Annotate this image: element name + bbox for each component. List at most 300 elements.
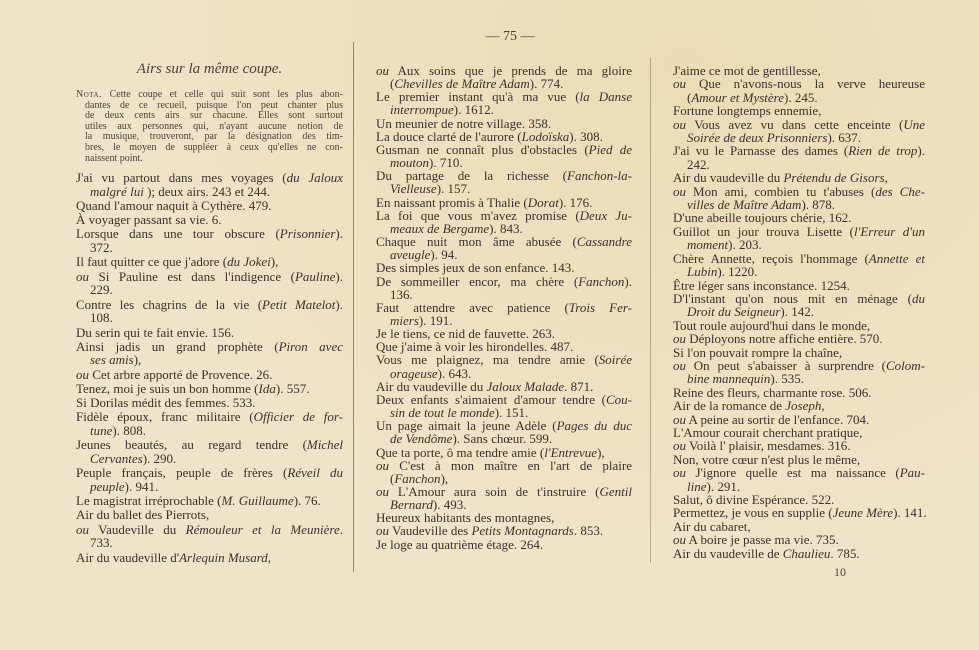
entry-line bbox=[673, 372, 925, 385]
entry-text: A boire je passe ma vie. 735. bbox=[686, 532, 839, 548]
nota-text: naissent point. bbox=[85, 152, 143, 164]
entry-line bbox=[76, 523, 343, 537]
italic-title: Jaloux Malade bbox=[486, 378, 565, 394]
entry-line bbox=[76, 227, 343, 241]
entry-text: Déployons notre affiche entière. 570. bbox=[686, 331, 883, 347]
song-entry bbox=[376, 90, 632, 116]
entry-text: Que ta porte, ô ma tendre amie ( bbox=[376, 444, 545, 460]
entry-text: Permettez, je vous en supplie ( bbox=[673, 505, 833, 521]
entry-line bbox=[673, 547, 925, 560]
song-entry bbox=[376, 485, 632, 511]
song-entry bbox=[376, 209, 632, 235]
nota-text: Cette coupe et celle qui suit sont les plus abon- bbox=[102, 89, 343, 100]
entry-text: Être léger sans inconstance. 1254. bbox=[673, 277, 850, 293]
italic-title: ses amis bbox=[90, 352, 134, 368]
entry-text: 372. bbox=[90, 240, 113, 256]
entry-text: D'l'instant qu'on nous mit en ménage ( bbox=[673, 290, 912, 306]
italic-title: aveugle bbox=[390, 247, 431, 263]
entry-line bbox=[673, 533, 925, 546]
entry-text: D'une abeille toujours chérie, 162. bbox=[673, 210, 852, 226]
entry-text: Fidèle époux, franc militaire ( bbox=[76, 409, 254, 425]
entry-line bbox=[673, 426, 925, 439]
italic-title: ou bbox=[76, 366, 89, 382]
italic-title: ou bbox=[673, 76, 686, 92]
song-entry bbox=[376, 538, 632, 551]
italic-title: Prétendu de Gisors bbox=[783, 170, 885, 186]
song-entry bbox=[76, 171, 343, 199]
entry-line bbox=[76, 368, 343, 382]
song-entry bbox=[76, 551, 343, 565]
song-entry bbox=[376, 275, 632, 301]
italic-title: tune bbox=[90, 423, 113, 439]
entry-text: ). 1220. bbox=[717, 264, 758, 280]
italic-title: Droit du Seigneur bbox=[687, 304, 781, 320]
italic-title: du bbox=[912, 290, 925, 306]
song-entry bbox=[673, 413, 925, 426]
italic-title: Pages du duc bbox=[556, 418, 632, 434]
italic-title: ou bbox=[376, 457, 389, 473]
entry-line bbox=[673, 171, 925, 184]
italic-title: Prisonnier bbox=[279, 226, 336, 242]
entry-line bbox=[76, 213, 343, 227]
entry-line bbox=[673, 359, 925, 372]
italic-title: Rien de trop bbox=[848, 143, 918, 159]
entry-text: Ainsi jadis un grand prophète ( bbox=[76, 338, 279, 354]
italic-title: de Vendôme bbox=[390, 431, 453, 447]
italic-title: Arlequin Musard bbox=[179, 549, 268, 565]
entry-text: L'Amour courait cherchant pratique, bbox=[673, 424, 863, 440]
song-entry bbox=[673, 533, 925, 546]
italic-title: Pauline bbox=[294, 268, 336, 284]
entry-text: De sommeiller encor, ma chère ( bbox=[376, 273, 579, 289]
entry-text: Tenez, moi je suis un bon homme ( bbox=[76, 380, 259, 396]
entry-text: Quand l'amour naquit à Cythère. 479. bbox=[76, 197, 272, 213]
entry-line bbox=[76, 298, 343, 312]
italic-title: ou bbox=[376, 523, 389, 539]
entry-line bbox=[673, 319, 925, 332]
entry-text: En naissant promis à Thalie ( bbox=[376, 194, 528, 210]
column-2 bbox=[376, 64, 632, 551]
song-entry bbox=[673, 332, 925, 345]
entry-text: ). Sans chœur. 599. bbox=[452, 431, 553, 447]
entry-text: Du serin qui te fait envie. 156. bbox=[76, 324, 235, 340]
italic-title: Chaulieu bbox=[782, 545, 831, 561]
entry-text: . 853. bbox=[573, 523, 604, 539]
entry-text: Vaudeville des bbox=[389, 523, 472, 539]
song-entry bbox=[76, 326, 343, 340]
entry-text: Un page aimait la jeune Adèle ( bbox=[376, 418, 557, 434]
italic-title: moment bbox=[687, 237, 729, 253]
italic-title: Officier de for- bbox=[253, 409, 343, 425]
entry-text: ). bbox=[624, 273, 632, 289]
entry-text: Vaudeville du bbox=[89, 521, 186, 537]
italic-title: Joseph bbox=[785, 398, 822, 414]
song-entry bbox=[673, 493, 925, 506]
nota-text: dantes de ce recueil, puisque l'on peut chanter plus bbox=[85, 99, 343, 111]
entry-text: ). 308. bbox=[569, 128, 603, 144]
song-entry bbox=[673, 252, 925, 279]
entry-text: L'Amour aura soin de t'instruire ( bbox=[389, 484, 600, 499]
entry-text: Que j'aime à voir les hirondelles. 487. bbox=[376, 339, 574, 355]
entry-text: ). 643. bbox=[437, 365, 472, 381]
italic-title: orageuse bbox=[390, 365, 438, 381]
entry-text: Jeunes beautés, au regard tendre ( bbox=[76, 437, 307, 453]
entry-line bbox=[673, 493, 925, 506]
entry-line bbox=[673, 91, 925, 104]
nota-line bbox=[76, 154, 343, 165]
italic-title: ou bbox=[673, 116, 686, 132]
entry-text: Du partage de la richesse ( bbox=[376, 168, 568, 184]
section-title: Airs sur la même coupe. bbox=[136, 61, 283, 77]
italic-title: Bernard bbox=[390, 497, 433, 513]
entry-text: ). 176. bbox=[558, 194, 593, 210]
song-entry bbox=[376, 169, 632, 195]
entry-line bbox=[76, 410, 343, 424]
entry-text: Air du ballet des Pierrots, bbox=[76, 507, 210, 523]
entry-line bbox=[673, 480, 925, 493]
entry-text: Il faut quitter ce que j'adore ( bbox=[76, 254, 228, 270]
entry-line bbox=[76, 494, 343, 508]
entry-text: ). 557. bbox=[275, 380, 310, 396]
entry-line bbox=[673, 211, 925, 224]
song-entry bbox=[376, 419, 632, 445]
entry-line bbox=[673, 332, 925, 345]
italic-title: ou bbox=[673, 465, 686, 481]
entry-text: Air du vaudeville du bbox=[376, 378, 487, 394]
entry-text: J'ignore quelle est ma naissance ( bbox=[686, 465, 900, 481]
entry-text: 242. bbox=[687, 156, 710, 172]
song-entry bbox=[76, 508, 343, 522]
entry-line bbox=[673, 305, 925, 318]
entry-text: ( bbox=[390, 470, 395, 486]
signature-mark: 10 bbox=[834, 565, 846, 579]
entry-text: ). 76. bbox=[293, 493, 321, 509]
italic-title: Michel bbox=[306, 437, 343, 453]
italic-title: Petits Montagnards bbox=[471, 523, 574, 539]
entry-line bbox=[76, 551, 343, 565]
entry-line bbox=[76, 340, 343, 354]
entry-text: ). bbox=[335, 296, 343, 312]
italic-title: villes de Maître Adam bbox=[687, 197, 802, 213]
nota-text: bres, le moyen de suppléer à ceux qu'elles ne con- bbox=[85, 141, 343, 153]
entry-text: Le premier instant qu'à ma vue ( bbox=[376, 89, 580, 105]
entry-line bbox=[673, 198, 925, 211]
italic-title: ou bbox=[673, 331, 686, 347]
italic-title: l'Entrevue bbox=[544, 444, 598, 460]
entry-text: Aux soins que je prends de ma gloire bbox=[389, 63, 632, 78]
entry-text: J'ai vu partout dans mes voyages ( bbox=[76, 170, 287, 185]
entry-text: Cet arbre apporté de Provence. 26. bbox=[89, 366, 273, 382]
italic-title: du Jokei bbox=[227, 254, 271, 270]
song-entry bbox=[673, 506, 925, 519]
entry-text: Vous avez vu dans cette enceinte ( bbox=[686, 116, 904, 132]
song-entry bbox=[76, 270, 343, 298]
entry-text: Fortune longtemps ennemie, bbox=[673, 103, 822, 119]
entry-text: Faut attendre avec patience ( bbox=[376, 299, 569, 315]
entry-text: ). 1612. bbox=[453, 102, 494, 118]
song-entry bbox=[673, 346, 925, 359]
entry-text: Air du vaudeville d' bbox=[76, 549, 180, 565]
italic-title: Fanchon bbox=[578, 273, 625, 289]
italic-title: Amour et Mystère bbox=[691, 89, 785, 105]
entry-line bbox=[76, 199, 343, 213]
entry-line bbox=[76, 536, 343, 550]
entry-text: 733. bbox=[90, 535, 113, 551]
entry-line bbox=[673, 413, 925, 426]
entry-text: ), bbox=[133, 352, 142, 368]
entry-line bbox=[673, 252, 925, 265]
entry-text: ), bbox=[270, 254, 279, 270]
entry-text: Salut, ô divine Espérance. 522. bbox=[673, 492, 835, 507]
song-entry bbox=[76, 382, 343, 396]
entry-line bbox=[673, 144, 925, 157]
entry-text: ). 808. bbox=[112, 423, 146, 439]
song-entry bbox=[673, 211, 925, 224]
entry-text: ). 637. bbox=[827, 130, 862, 146]
song-entry bbox=[673, 292, 925, 319]
song-entry bbox=[376, 459, 632, 485]
song-entry bbox=[673, 64, 925, 77]
song-entry bbox=[376, 64, 632, 90]
entry-text: ). 941. bbox=[124, 479, 159, 494]
entry-text: La douce clarté de l'aurore ( bbox=[376, 128, 522, 144]
italic-title: du Jaloux bbox=[286, 170, 343, 185]
song-entry bbox=[673, 225, 925, 252]
entry-line bbox=[76, 185, 343, 199]
nota-text: de deux cents airs sur chacune. Elles sont surtout bbox=[85, 110, 343, 122]
entry-line bbox=[76, 438, 343, 452]
entry-text: ); deux airs. 243 et 244. bbox=[143, 183, 271, 199]
entry-line bbox=[376, 275, 632, 288]
italic-title: Piron avec bbox=[278, 338, 343, 354]
entry-line bbox=[673, 225, 925, 238]
italic-title: Chevilles de Maître Adam bbox=[394, 76, 530, 92]
entry-line bbox=[76, 283, 343, 297]
italic-title: ou bbox=[76, 521, 89, 537]
entry-line bbox=[673, 265, 925, 278]
entry-line bbox=[673, 238, 925, 251]
entry-text: Si Dorilas médit des femmes. 533. bbox=[76, 395, 256, 411]
song-entry bbox=[673, 185, 925, 212]
song-entry bbox=[76, 368, 343, 382]
italic-title: Réveil du bbox=[287, 465, 344, 481]
song-entry bbox=[76, 396, 343, 410]
entry-text: ). 878. bbox=[801, 197, 836, 213]
entry-text: ). 290. bbox=[142, 451, 177, 467]
entry-text: ). 535. bbox=[770, 371, 804, 387]
entry-text: Reine des fleurs, charmante rose. 506. bbox=[673, 384, 872, 400]
entry-text: 229. bbox=[90, 282, 113, 298]
italic-title: Pau- bbox=[899, 465, 925, 481]
entry-line bbox=[673, 185, 925, 198]
entry-line bbox=[673, 399, 925, 412]
italic-title: Dorat bbox=[527, 194, 559, 210]
italic-title: ou bbox=[376, 484, 389, 499]
entry-line bbox=[673, 386, 925, 399]
entry-text: Si l'on pouvait rompre la chaîne, bbox=[673, 344, 843, 360]
song-entry bbox=[76, 494, 343, 508]
song-entry bbox=[673, 171, 925, 184]
entry-text: ). 493. bbox=[432, 497, 467, 513]
entry-text: Gusman ne connaît plus d'obstacles ( bbox=[376, 141, 589, 157]
song-entry bbox=[673, 547, 925, 560]
song-entry bbox=[376, 235, 632, 261]
entry-line bbox=[673, 346, 925, 359]
entry-line bbox=[673, 131, 925, 144]
entry-text: 108. bbox=[90, 310, 113, 326]
italic-title: Fanchon bbox=[394, 470, 441, 486]
entry-text: Air du cabaret, bbox=[673, 518, 751, 534]
entry-text: ), bbox=[440, 470, 449, 486]
entry-text: ). 843. bbox=[489, 220, 523, 236]
entry-line bbox=[76, 353, 343, 367]
entry-text: 136. bbox=[390, 286, 413, 302]
entry-text: ). 710. bbox=[429, 155, 463, 171]
entry-text: ). bbox=[335, 268, 343, 284]
entry-text: Deux enfants s'aimaient d'amour tendre ( bbox=[376, 391, 606, 407]
entry-line bbox=[673, 466, 925, 479]
entry-text: . 785. bbox=[830, 545, 860, 561]
song-entry bbox=[673, 279, 925, 292]
page-number: — 75 — bbox=[485, 29, 535, 44]
entry-line bbox=[76, 241, 343, 255]
entry-line bbox=[76, 396, 343, 410]
italic-title: Vielleuse bbox=[390, 181, 437, 197]
italic-title: malgré lui bbox=[90, 183, 144, 199]
italic-title: ou bbox=[673, 532, 686, 548]
entry-text: C'est à mon maître en l'art de plaire bbox=[389, 457, 632, 473]
italic-title: des Che- bbox=[875, 183, 925, 199]
song-entry bbox=[673, 453, 925, 466]
song-entry bbox=[76, 523, 343, 551]
italic-title: Une bbox=[903, 116, 925, 132]
column-1 bbox=[76, 171, 343, 565]
entry-line bbox=[673, 520, 925, 533]
song-entry bbox=[673, 466, 925, 493]
entry-line bbox=[76, 480, 343, 494]
entry-text: ). bbox=[335, 226, 343, 242]
italic-title: Deux Ju- bbox=[579, 207, 632, 223]
song-entry bbox=[76, 410, 343, 438]
italic-title: Fanchon-la- bbox=[567, 168, 632, 184]
entry-text: Air du vaudeville de bbox=[673, 545, 783, 561]
entry-text: Mon ami, combien tu t'abuses ( bbox=[686, 183, 876, 199]
entry-line bbox=[673, 279, 925, 292]
nota-text: utiles aux personnes qui, n'ayant aucune notion de bbox=[85, 120, 343, 132]
entry-line bbox=[376, 538, 632, 551]
entry-text: Chère Annette, reçois l'hommage ( bbox=[673, 250, 869, 266]
italic-title: Annette et bbox=[868, 250, 926, 266]
entry-text: Vous me plaignez, ma tendre amie ( bbox=[376, 352, 599, 368]
entry-line bbox=[673, 453, 925, 466]
entry-text: . 871. bbox=[564, 378, 594, 394]
song-entry bbox=[673, 77, 925, 104]
song-entry bbox=[76, 227, 343, 255]
italic-title: Lodoïska bbox=[521, 128, 570, 144]
column-rule-right bbox=[650, 58, 651, 563]
entry-text: Lorsque dans une tour obscure ( bbox=[76, 226, 280, 242]
italic-title: Cervantes bbox=[90, 451, 143, 467]
song-entry bbox=[376, 393, 632, 419]
entry-line bbox=[673, 104, 925, 117]
nota-paragraph bbox=[76, 90, 343, 164]
entry-text: J'ai vu le Parnasse des dames ( bbox=[673, 143, 849, 159]
song-entry bbox=[673, 426, 925, 439]
entry-text: Je le tiens, ce nid de fauvette. 263. bbox=[376, 326, 556, 342]
entry-text: Guillot un jour trouva Lisette ( bbox=[673, 223, 854, 239]
entry-text: Heureux habitants des montagnes, bbox=[376, 510, 555, 526]
entry-text: J'aime ce mot de gentillesse, bbox=[673, 63, 821, 78]
entry-line bbox=[673, 439, 925, 452]
song-entry bbox=[673, 144, 925, 171]
italic-title: ou bbox=[673, 183, 686, 199]
entry-text: ). 203. bbox=[728, 237, 762, 253]
entry-line bbox=[673, 158, 925, 171]
italic-title: Petit Matelot bbox=[262, 296, 336, 312]
italic-title: ou bbox=[673, 438, 686, 454]
entry-text: ), bbox=[597, 444, 605, 460]
entry-text: , bbox=[821, 398, 825, 414]
entry-line bbox=[76, 311, 343, 325]
entry-text: ( bbox=[390, 76, 395, 92]
entry-text: , bbox=[884, 170, 888, 186]
entry-text: ). 94. bbox=[430, 247, 458, 263]
entry-text: , bbox=[267, 549, 272, 565]
entry-text: ). 774. bbox=[529, 76, 564, 92]
entry-text: Si Pauline est dans l'indigence ( bbox=[89, 268, 295, 284]
entry-text: ). 141. bbox=[893, 505, 927, 521]
italic-title: Jeune Mère bbox=[832, 505, 894, 521]
entry-line bbox=[673, 77, 925, 90]
song-entry bbox=[76, 298, 343, 326]
entry-text: Contre les chagrins de la vie ( bbox=[76, 296, 263, 312]
entry-line bbox=[673, 118, 925, 131]
column-3 bbox=[673, 64, 925, 560]
song-entry bbox=[673, 386, 925, 399]
entry-text: ( bbox=[687, 89, 692, 105]
entry-text: Chaque nuit mon âme abusée ( bbox=[376, 234, 577, 250]
song-entry bbox=[376, 143, 632, 169]
entry-line bbox=[76, 508, 343, 522]
italic-title: ou bbox=[376, 63, 389, 78]
entry-text: ). 291. bbox=[706, 478, 741, 494]
song-entry bbox=[673, 118, 925, 145]
entry-text: ). bbox=[917, 143, 925, 159]
italic-title: ou bbox=[673, 411, 686, 427]
italic-title: Colom- bbox=[886, 357, 925, 373]
song-entry bbox=[376, 301, 632, 327]
entry-text: Je loge au quatrième étage. 264. bbox=[376, 536, 544, 552]
entry-text: Un meunier de notre village. 358. bbox=[376, 115, 552, 131]
song-entry bbox=[76, 255, 343, 269]
entry-line bbox=[673, 292, 925, 305]
entry-line bbox=[76, 326, 343, 340]
italic-title: Ida bbox=[258, 380, 276, 396]
entry-text: ). 191. bbox=[418, 312, 453, 328]
entry-text: On peut s'abaisser à surprendre ( bbox=[686, 357, 886, 373]
italic-title: interrompue bbox=[390, 102, 454, 118]
entry-line bbox=[76, 466, 343, 480]
entry-line bbox=[76, 382, 343, 396]
entry-text: ). 151. bbox=[494, 405, 529, 421]
entry-text: A peine au sortir de l'enfance. 704. bbox=[686, 411, 870, 427]
entry-text: Air de la romance de bbox=[673, 398, 786, 414]
entry-text: La foi que vous m'avez promise ( bbox=[376, 207, 580, 223]
song-entry bbox=[673, 439, 925, 452]
entry-line bbox=[76, 171, 343, 185]
italic-title: Soirée de deux Prisonniers bbox=[687, 130, 828, 146]
nota-text: la musique, trouveront, par la désignation des tim- bbox=[85, 131, 343, 143]
